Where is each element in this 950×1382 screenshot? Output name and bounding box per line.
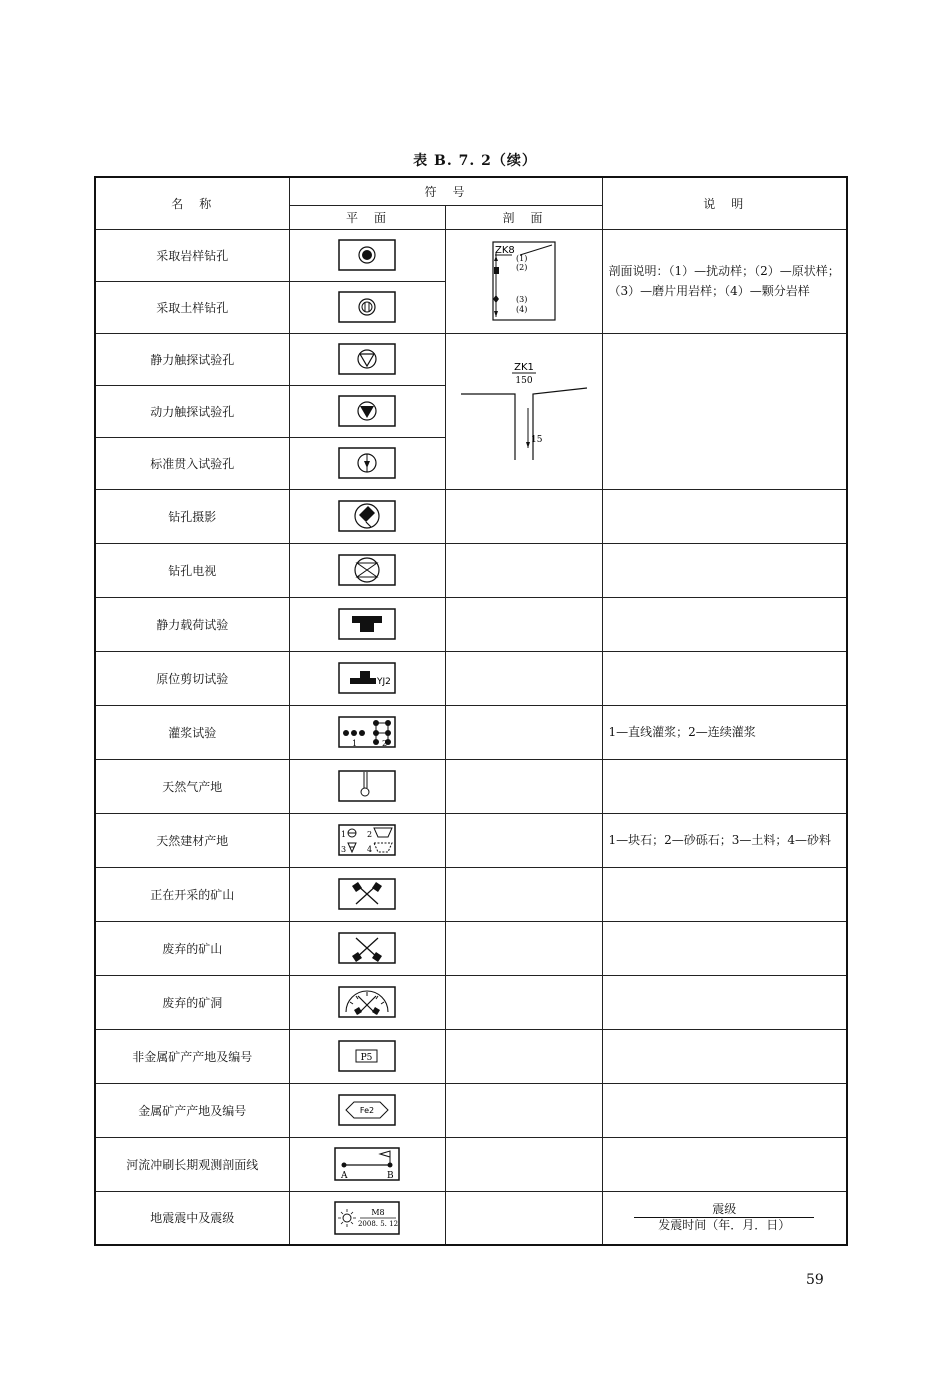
row-name: 金属矿产产地及编号 (95, 1083, 289, 1137)
table-row (95, 759, 847, 813)
table-row (95, 867, 847, 921)
row-name: 天然气产地 (95, 759, 289, 813)
metal-code: Fe2 (359, 1106, 375, 1115)
material-label-3: 3 (341, 845, 347, 854)
table-row (95, 1029, 847, 1083)
spt-hole-icon (338, 447, 396, 479)
building-material-field-icon (338, 824, 396, 856)
row-name: 河流冲刷长期观测剖面线 (95, 1137, 289, 1191)
row-name: 非金属矿产产地及编号 (95, 1029, 289, 1083)
table-row (95, 813, 847, 867)
borehole-tv-icon (338, 554, 396, 586)
grout-description: 1—直线灌浆；2—连续灌浆 (602, 705, 847, 759)
quake-desc-top: 震级 (634, 1202, 814, 1218)
row-name: 废弃的矿山 (95, 921, 289, 975)
table-row (95, 705, 847, 759)
profile-label-a: A (341, 1171, 348, 1181)
symbol-table (94, 176, 848, 1246)
material-description: 1—块石；2—砂砾石；3—土料；4—砂料 (602, 813, 847, 867)
table-row (95, 975, 847, 1029)
table-caption: 表 B. 7. 2（续） (413, 153, 537, 169)
table-row (95, 597, 847, 651)
row-name: 废弃的矿洞 (95, 975, 289, 1029)
section-label-2: (2) (515, 263, 527, 272)
row-name: 标准贯入试验孔 (95, 437, 289, 489)
natural-gas-field-icon (338, 770, 396, 802)
row-name: 钻孔电视 (95, 543, 289, 597)
quake-date: 2008. 5. 12 (357, 1219, 399, 1228)
row-name: 采取岩样钻孔 (95, 229, 289, 281)
row-name: 静力触探试验孔 (95, 333, 289, 385)
row-name: 采取土样钻孔 (95, 281, 289, 333)
probe-elevation: 150 (514, 376, 533, 386)
row-name: 灌浆试验 (95, 705, 289, 759)
header-desc: 说 明 (602, 177, 847, 229)
row-name: 静力载荷试验 (95, 597, 289, 651)
material-label-2: 2 (367, 830, 373, 839)
abandoned-adit-icon (338, 986, 396, 1018)
grout-label-2: 2 (382, 739, 388, 748)
grouting-test-icon (338, 716, 396, 748)
sample-section-icon (492, 241, 556, 321)
row-name: 天然建材产地 (95, 813, 289, 867)
dynamic-probe-hole-icon (338, 395, 396, 427)
table-row (95, 1137, 847, 1191)
earthquake-epicenter-icon (334, 1201, 400, 1235)
table-row (95, 229, 847, 281)
header-name: 名 称 (95, 177, 289, 229)
page-number: 59 (806, 1272, 824, 1288)
rock-sample-borehole-icon (338, 239, 396, 271)
profile-label-b: B (387, 1171, 394, 1181)
row-name: 原位剪切试验 (95, 651, 289, 705)
grout-label-1: 1 (352, 739, 358, 748)
quake-desc-bottom: 发震时间（年．月．日） (658, 1218, 791, 1233)
sample-description: 剖面说明：（1）—扰动样；（2）—原状样；（3）—磨片用岩样；（4）—颗分岩样 (602, 229, 847, 333)
borehole-photo-icon (338, 500, 396, 532)
soil-sample-borehole-icon (338, 291, 396, 323)
section-label-3: (3) (515, 295, 527, 304)
table-row (95, 651, 847, 705)
quake-magnitude: M8 (371, 1207, 385, 1217)
static-cpt-hole-icon (338, 343, 396, 375)
probe-depth: 15 (530, 435, 542, 445)
abandoned-mine-icon (338, 932, 396, 964)
probe-section-icon (459, 356, 589, 466)
material-label-4: 4 (367, 845, 373, 854)
row-name: 地震震中及震级 (95, 1191, 289, 1245)
table-row (95, 1191, 847, 1245)
material-label-1: 1 (341, 830, 347, 839)
section-label-4: (4) (515, 305, 527, 314)
row-name: 正在开采的矿山 (95, 867, 289, 921)
table-row (95, 921, 847, 975)
in-situ-shear-test-icon (338, 662, 396, 694)
table-row (95, 489, 847, 543)
nonmetal-mine-icon (338, 1040, 396, 1072)
static-load-test-icon (338, 608, 396, 640)
metal-mine-icon (338, 1094, 396, 1126)
section-borehole-id: ZK8 (494, 245, 515, 256)
header-symbol: 符 号 (289, 177, 602, 205)
section-label-1: (1) (515, 254, 527, 263)
active-mine-icon (338, 878, 396, 910)
nonmetal-code: P5 (360, 1053, 373, 1063)
table-row (95, 333, 847, 385)
shear-test-label: YJ2 (377, 677, 391, 687)
probe-borehole-id: ZK1 (513, 362, 534, 373)
row-name: 动力触探试验孔 (95, 385, 289, 437)
table-row (95, 543, 847, 597)
row-name: 钻孔摄影 (95, 489, 289, 543)
header-plan: 平 面 (289, 205, 445, 229)
header-section: 剖 面 (445, 205, 602, 229)
river-scour-profile-icon (334, 1147, 400, 1181)
table-row (95, 1083, 847, 1137)
